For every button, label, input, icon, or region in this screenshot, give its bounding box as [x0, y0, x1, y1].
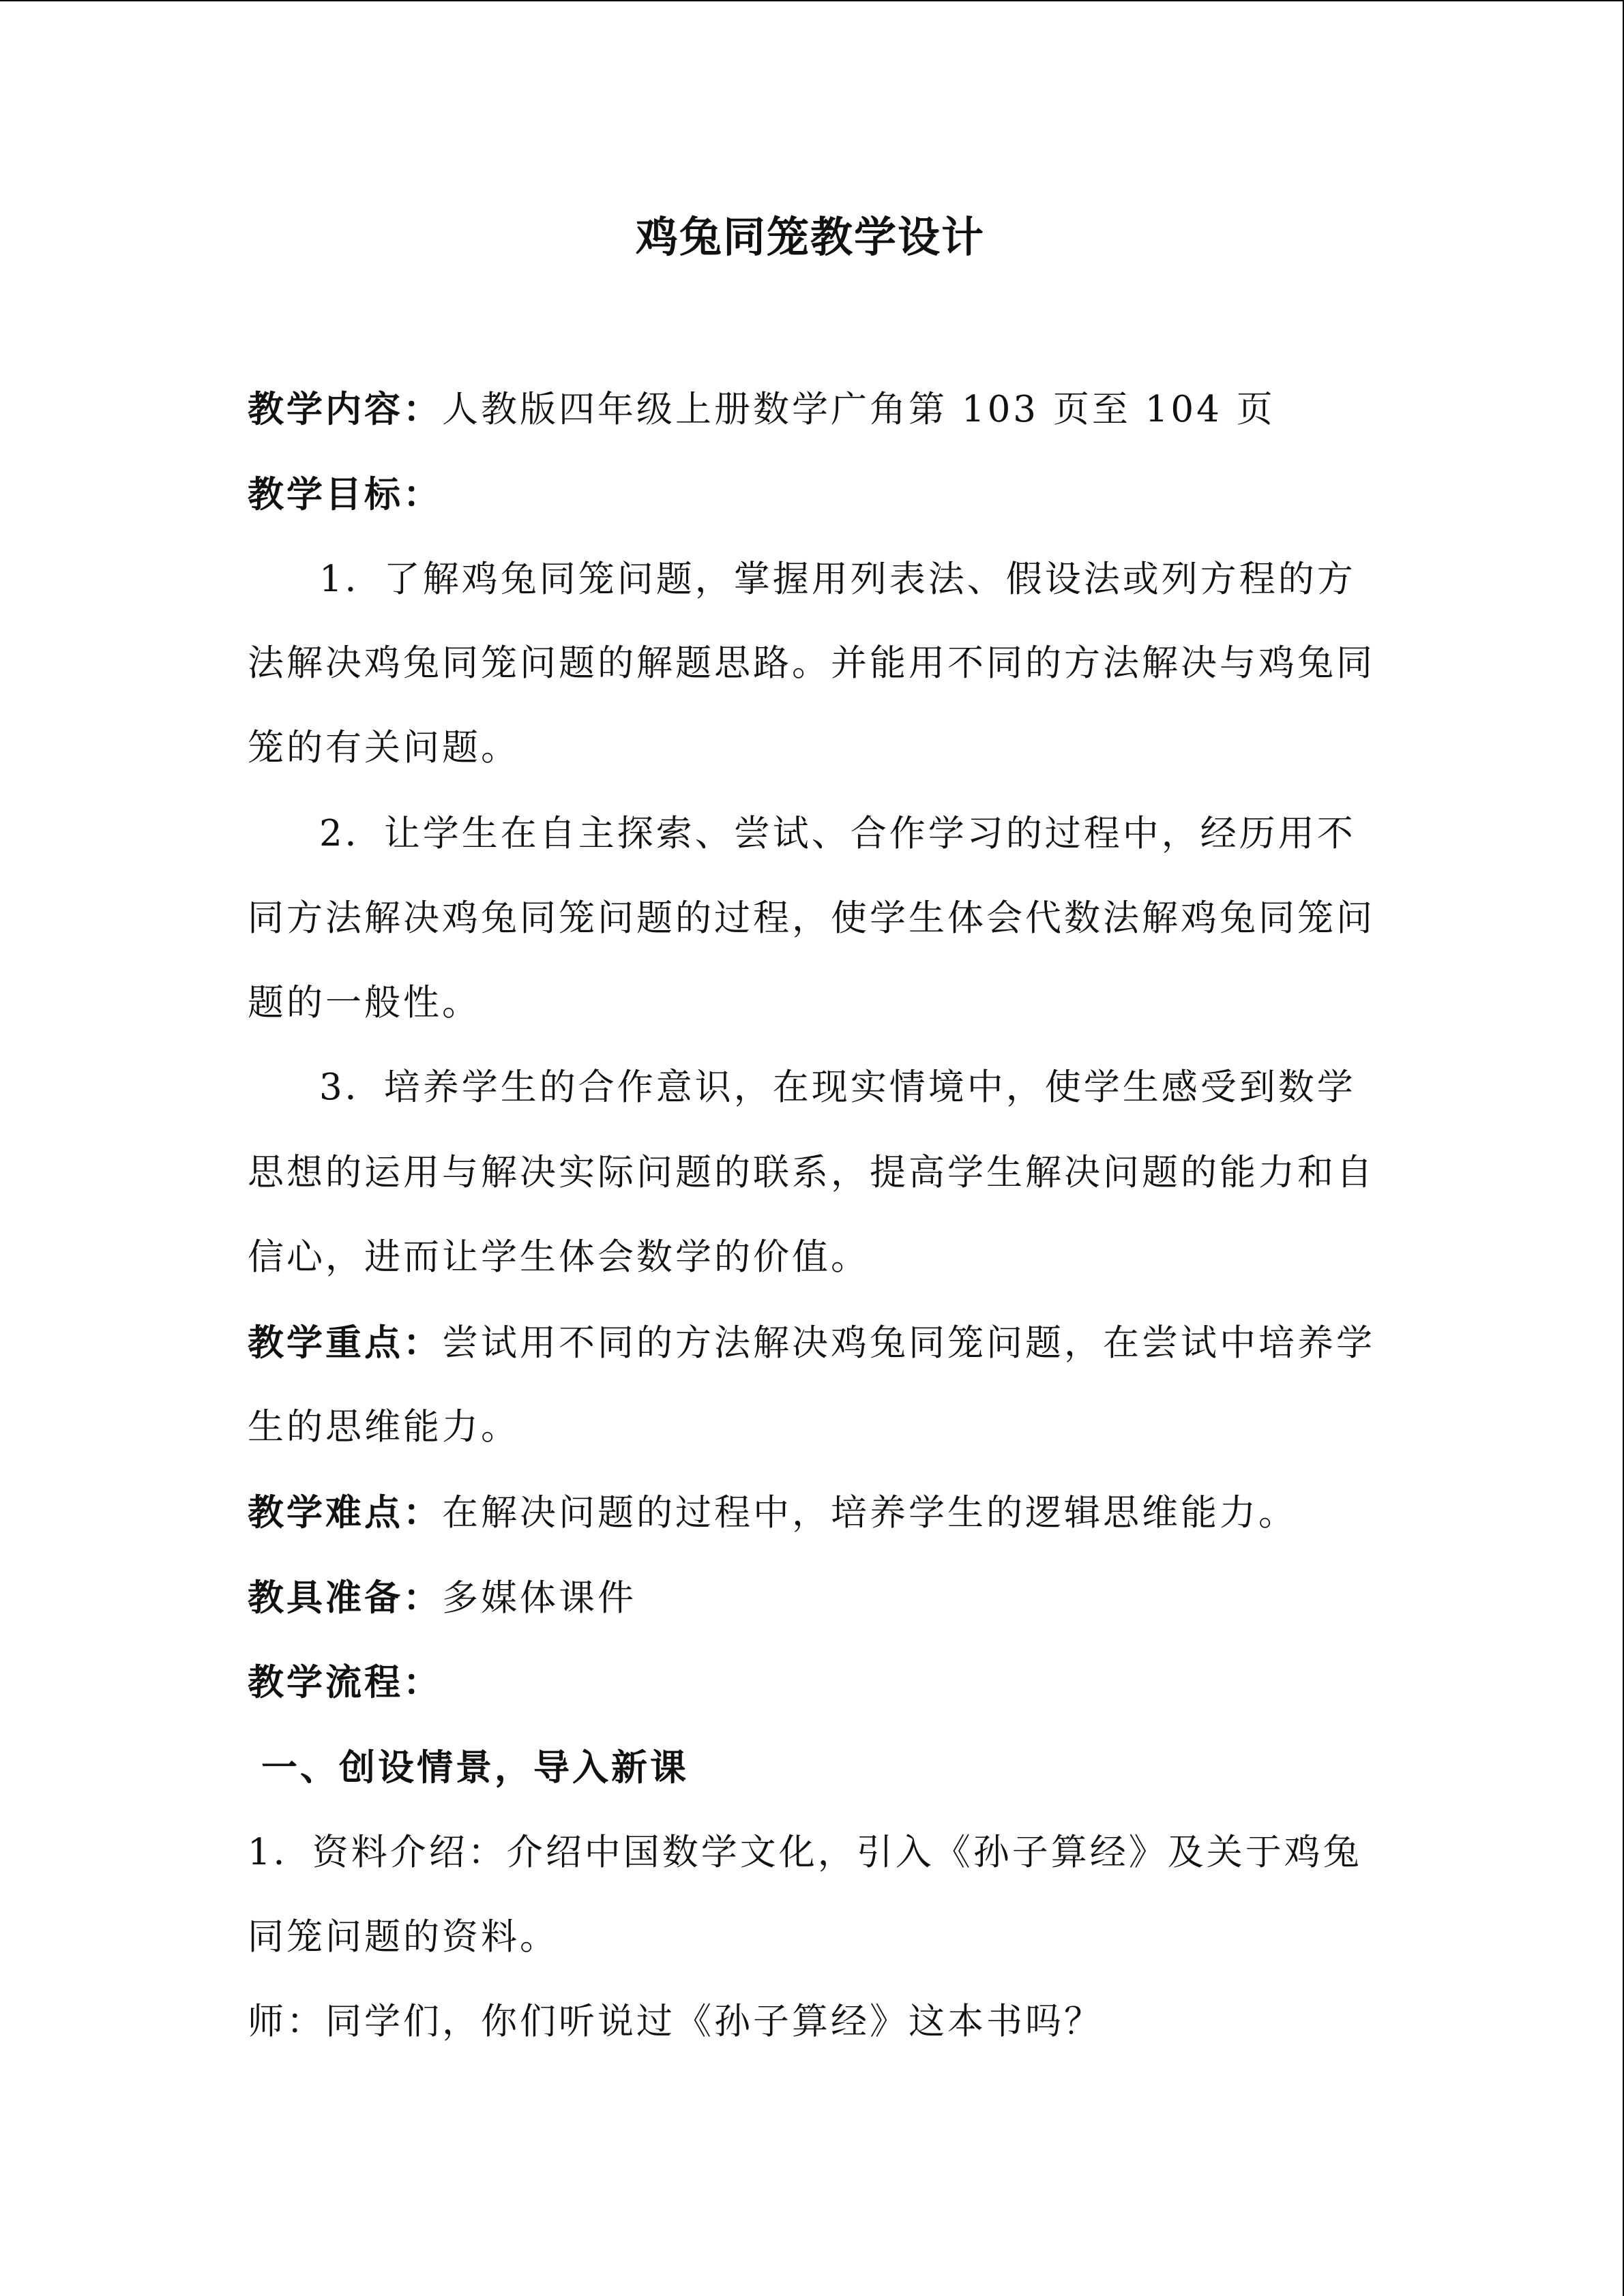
- goal-line: 题的一般性。: [248, 982, 481, 1024]
- tools-label: 教具准备：: [248, 1577, 442, 1619]
- difficulties-text: 在解决问题的过程中，培养学生的逻辑思维能力。: [442, 1492, 1297, 1534]
- page-title: 鸡兔同笼教学设计: [635, 212, 985, 262]
- tools-text: 多媒体课件: [442, 1577, 636, 1619]
- goal-line: 1．了解鸡兔同笼问题，掌握用列表法、假设法或列方程的方: [319, 558, 1356, 600]
- teacher-line: 师：同学们，你们听说过《孙子算经》这本书吗？: [248, 2001, 1103, 2042]
- key-points-continuation: 生的思维能力。: [248, 1406, 520, 1448]
- teaching-content-text: 人教版四年级上册数学广角第 103 页至 104 页: [442, 389, 1275, 430]
- goal-line: 笼的有关问题。: [248, 727, 520, 769]
- goal-line: 信心，进而让学生体会数学的价值。: [248, 1236, 870, 1278]
- teaching-content-label: 教学内容：: [248, 388, 442, 430]
- tools: [248, 1574, 636, 1622]
- key-points: [248, 1319, 1375, 1367]
- goal-line: 3．培养学生的合作意识，在现实情境中，使学生感受到数学: [319, 1067, 1356, 1108]
- process-label: 教学流程：: [248, 1661, 442, 1703]
- process-item-line: 1．资料介绍：介绍中国数学文化，引入《孙子算经》及关于鸡兔: [248, 1832, 1362, 1873]
- difficulties-label: 教学难点：: [248, 1491, 442, 1534]
- section-heading: 一、创设情景，导入新课: [261, 1746, 689, 1789]
- key-points-label: 教学重点：: [248, 1322, 442, 1364]
- teaching-content: [248, 385, 1275, 434]
- goal-line: 2．让学生在自主探索、尝试、合作学习的过程中，经历用不: [319, 813, 1356, 854]
- teaching-goals-label: 教学目标：: [248, 473, 442, 516]
- goal-line: 同方法解决鸡兔同笼问题的过程，使学生体会代数法解鸡兔同笼问: [248, 897, 1375, 939]
- key-points-text: 尝试用不同的方法解决鸡兔同笼问题，在尝试中培养学: [442, 1322, 1375, 1364]
- process-item-line: 同笼问题的资料。: [248, 1916, 559, 1958]
- goal-line: 思想的运用与解决实际问题的联系，提高学生解决问题的能力和自: [248, 1152, 1375, 1193]
- goal-line: 法解决鸡兔同笼问题的解题思路。并能用不同的方法解决与鸡兔同: [248, 642, 1375, 684]
- difficulties: [248, 1489, 1297, 1537]
